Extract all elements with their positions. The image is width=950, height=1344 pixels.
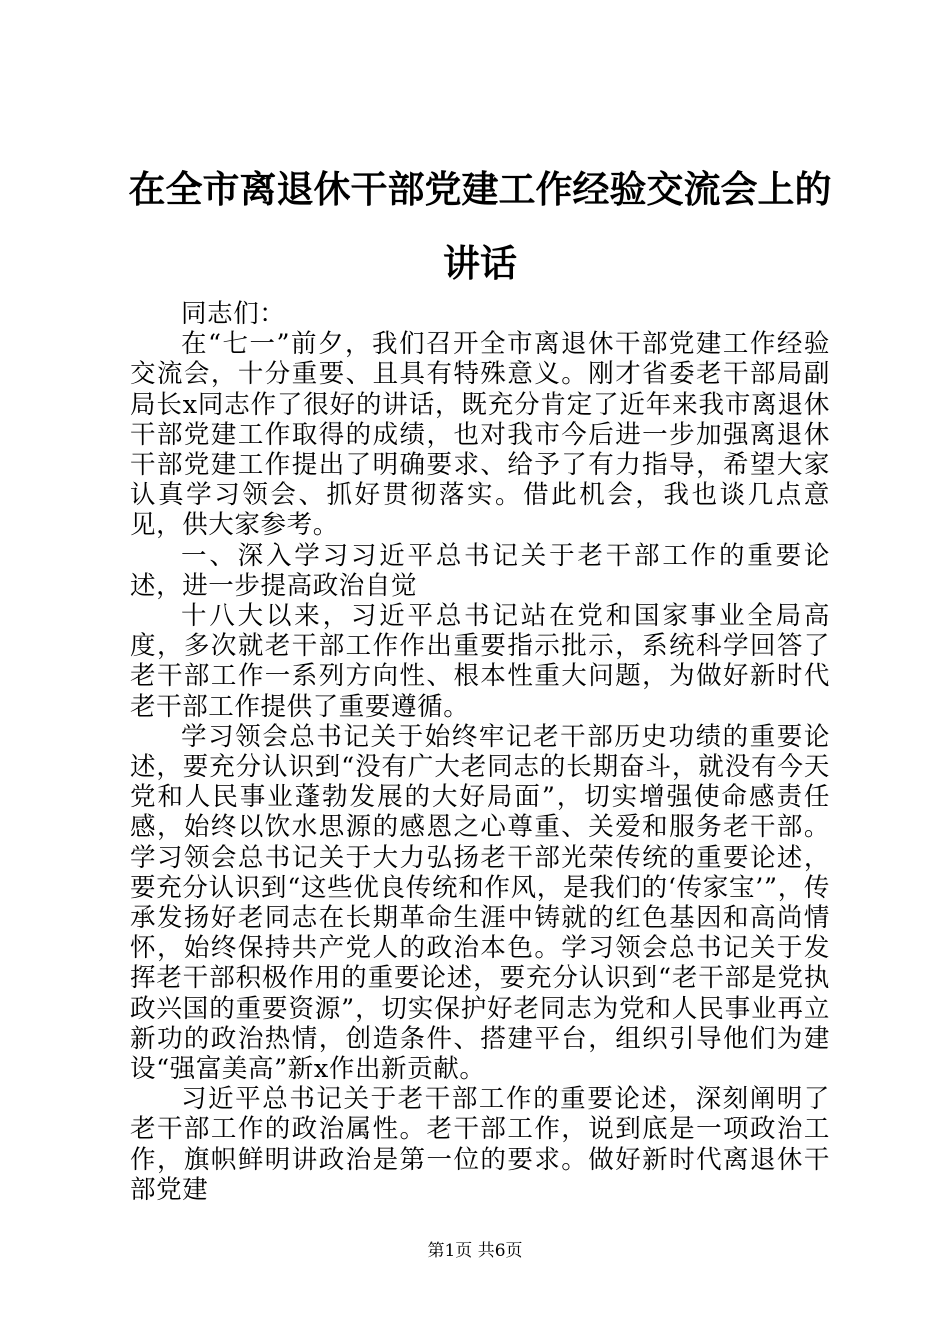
body-paragraph: 学习领会总书记关于始终牢记老干部历史功绩的重要论述，要充分认识到“没有广大老同志的长期奋斗，就没有今天党和人民事业蓬勃发展的大好局面”，切实增强使命感责任感，始终以饮水思源的感恩之心尊重、关爱和服务老干部。学习领会总书记关于大力弘扬老干部光荣传统的重要论述，要充分认识到“这些优良传统和作风，是我们的‘传家宝’”，传承发扬好老同志在长期革命生涯中铸就的红色基因和高尚情怀，始终保持共产党人的政治本色。学习领会总书记关于发挥老干部积极作用的重要论述，要充分认识到“老干部是党执政兴国的重要资源”，切实保护好老同志为党和人民事业再立新功的政治热情，创造条件、搭建平台，组织引导他们为建设“强富美高”新x作出新贡献。	[130, 721, 830, 1085]
document-body	[130, 299, 830, 1205]
document-title: 在全市离退休干部党建工作经验交流会上的讲话	[128, 167, 832, 285]
section-heading-1: 一、深入学习习近平总书记关于老干部工作的重要论述，进一步提高政治自觉	[130, 540, 830, 601]
page-number-footer: 第1页 共6页	[427, 1241, 523, 1261]
salutation-paragraph: 同志们：	[181, 299, 286, 329]
body-paragraph: 十八大以来，习近平总书记站在党和国家事业全局高度，多次就老干部工作作出重要指示批示，系统科学回答了老干部工作一系列方向性、根本性重大问题，为做好新时代老干部工作提供了重要遵循。	[130, 601, 830, 722]
intro-paragraph: 在“七一”前夕，我们召开全市离退休干部党建工作经验交流会，十分重要、且具有特殊意义。刚才省委老干部局副局长x同志作了很好的讲话，既充分肯定了近年来我市离退休干部党建工作取得的成绩，也对我市今后进一步加强离退休干部党建工作提出了明确要求、给予了有力指导，希望大家认真学习领会、抓好贯彻落实。借此机会，我也谈几点意见，供大家参考。	[130, 329, 830, 541]
body-paragraph: 习近平总书记关于老干部工作的重要论述，深刻阐明了老干部工作的政治属性。老干部工作，说到底是一项政治工作，旗帜鲜明讲政治是第一位的要求。做好新时代离退休干部党建	[130, 1084, 830, 1205]
